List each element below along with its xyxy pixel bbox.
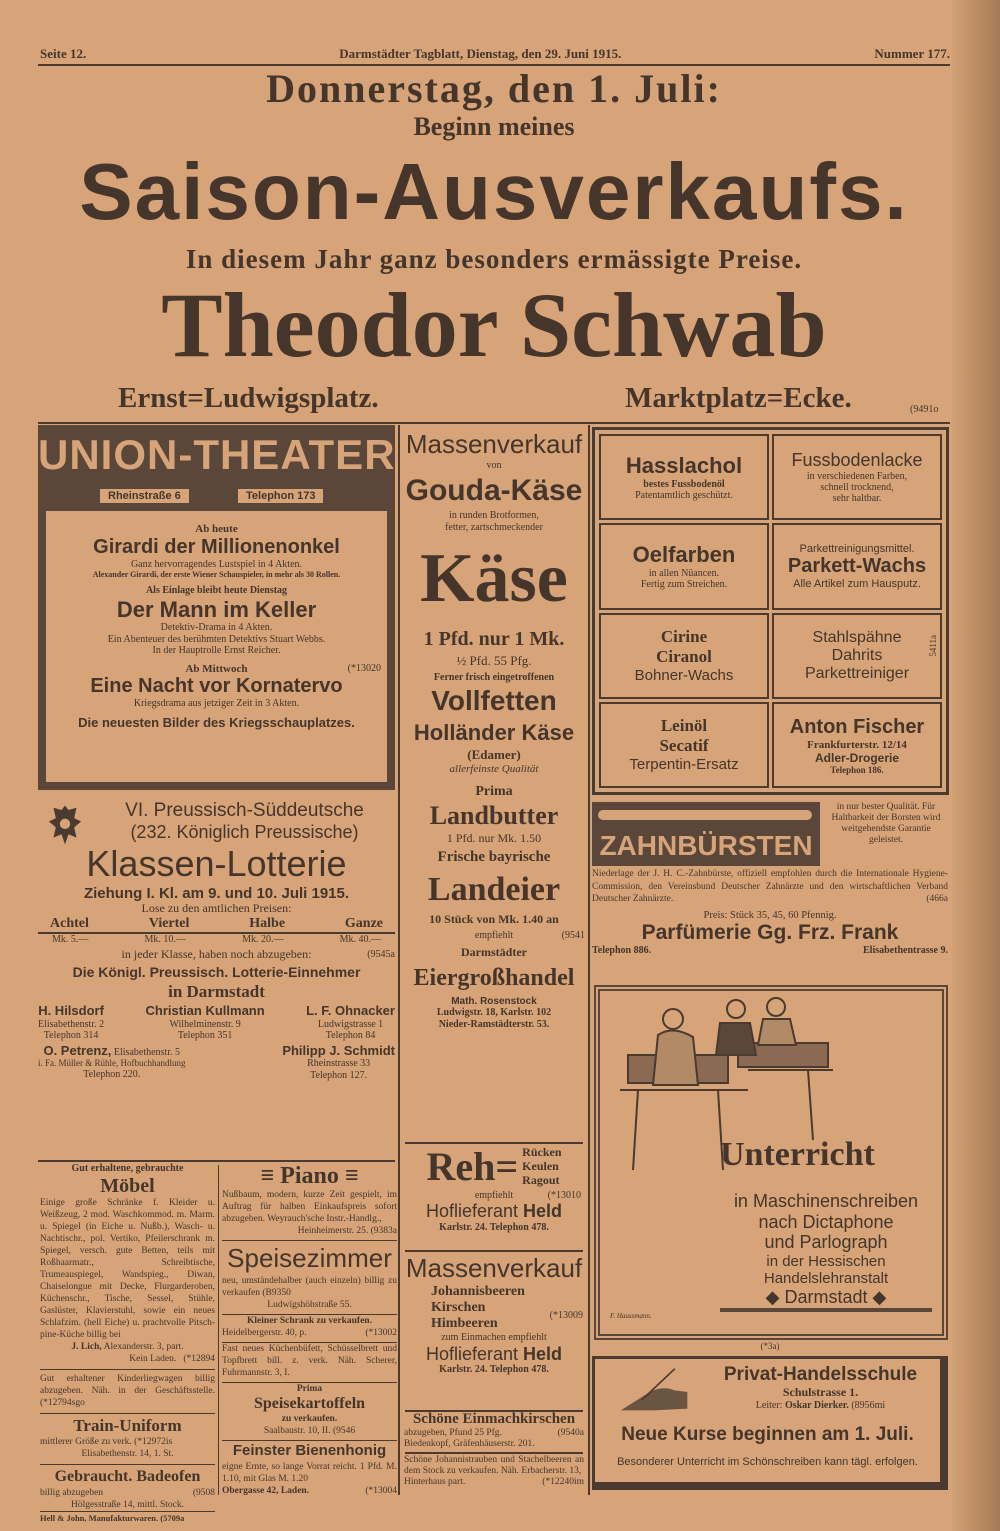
text-line: Karlstr. 24. Telephon 478. bbox=[439, 1222, 549, 1233]
agent bbox=[306, 1004, 395, 1042]
lottery-city: in Darmstadt bbox=[168, 981, 265, 1001]
ad-company: Theodor Schwab bbox=[161, 273, 827, 376]
text-line: Secatif bbox=[659, 736, 709, 756]
text-line: Fussbodenlacke bbox=[791, 450, 923, 471]
text-line: ½ Pfd. 55 Pfg. bbox=[456, 652, 532, 668]
price-label: Ganze bbox=[344, 915, 383, 931]
text-line: Heinheimerstr. 25. bbox=[297, 1226, 369, 1236]
text-line: Besonderer Unterricht im Schönschreiben kann tägl. erfolgen. bbox=[617, 1456, 918, 1468]
text-line: Obergasse 42, Laden. bbox=[222, 1486, 310, 1496]
agent bbox=[38, 1004, 104, 1042]
text-line: Math. Rosenstock bbox=[451, 995, 537, 1007]
text-line: empfiehlt bbox=[474, 1190, 514, 1201]
drogerie-ad-grid bbox=[592, 427, 949, 795]
text-line: Hell & John, Manufakturwaren. (5709a bbox=[40, 1511, 215, 1524]
text-line: Vollfetten bbox=[431, 684, 557, 716]
text-line: Telephon 127. bbox=[310, 1069, 368, 1081]
moebel-ad bbox=[40, 1163, 215, 1365]
text-line: Gut erhaltene, gebrauchte bbox=[71, 1163, 184, 1174]
text-line: billig abzugeben bbox=[40, 1488, 104, 1498]
text-line: Patentamtlich geschützt. bbox=[635, 490, 733, 502]
page-header bbox=[40, 46, 950, 62]
program-line: Ein Abenteuer des berühmten Detektivs Stuart Webbs. bbox=[107, 633, 326, 645]
text-line: Telephon 886. bbox=[592, 944, 652, 956]
text-line: i. Fa. Müller & Rühle, Hofbuchhandlung bbox=[38, 1058, 186, 1069]
text-line: Telephon 186. bbox=[830, 764, 884, 775]
text-line: Ciranol bbox=[656, 647, 712, 667]
text-line: (*12894 bbox=[183, 1354, 215, 1364]
text-line: fetter, zartschmeckender bbox=[445, 521, 543, 533]
theater-phone: Telephon 173 bbox=[238, 489, 323, 503]
page-number: Seite 12. bbox=[40, 46, 87, 61]
text-line: Parkett-Wachs bbox=[787, 554, 927, 577]
ad-code: (9491o bbox=[910, 404, 939, 415]
text-line: Frankfurterstr. 12/14 bbox=[807, 738, 907, 751]
text-line: von bbox=[486, 460, 502, 471]
cheese-ad bbox=[401, 428, 587, 1030]
text-line: zu verkaufen. bbox=[281, 1414, 338, 1424]
ad-address-left: Ernst=Ludwigsplatz. bbox=[118, 382, 379, 414]
program-line: Ab heute bbox=[195, 523, 238, 535]
uniform-ad bbox=[40, 1413, 215, 1460]
text-line: Elisabethenstr. 2 bbox=[38, 1018, 105, 1030]
program-title: Der Mann im Keller bbox=[116, 596, 317, 622]
unterricht-text: in Maschinenschreiben nach Dictaphone und Parlograph in der Hessischen Handelslehranstalt ◆ Darmstadt ◆ bbox=[720, 1191, 932, 1312]
divider bbox=[218, 1165, 219, 1495]
badeofen-ad bbox=[40, 1464, 215, 1524]
grid-cell-stahlspaehne bbox=[772, 613, 942, 699]
program-title: Eine Nacht vor Kornatervo bbox=[90, 675, 343, 698]
lottery-agents-title: Die Königl. Preussisch. Lotterie-Einnehmer bbox=[72, 963, 361, 980]
text-line: Cirine bbox=[660, 627, 708, 647]
text-line: Fertig zum Streichen. bbox=[640, 579, 728, 591]
text-line: Kleiner Schrank zu verkaufen. bbox=[247, 1316, 372, 1326]
text-line: Darmstädter bbox=[461, 944, 527, 959]
program-line: In der Hauptrolle Ernst Reicher. bbox=[152, 645, 281, 657]
text-line: Ludwigstr. 18, Karlstr. 102 bbox=[436, 1007, 552, 1019]
grid-cell-leinoel bbox=[599, 702, 769, 788]
text-line: in Maschinenschreiben bbox=[733, 1191, 919, 1211]
grid-cell-anton-fischer bbox=[772, 702, 942, 788]
agent bbox=[282, 1044, 395, 1082]
text-line: Leiter: bbox=[755, 1399, 783, 1411]
text-line: (9383a bbox=[370, 1226, 397, 1236]
text-line: in nur bester Qualität. Für Haltbarkeit der Borsten wird weitgehendste Garantie geleistet. bbox=[831, 802, 941, 845]
text-line: Telephon 84 bbox=[325, 1030, 376, 1042]
text-line: in der Hessischen bbox=[766, 1253, 886, 1271]
program-line: Ganz hervorragendes Lustspiel in 4 Akten. bbox=[130, 558, 303, 570]
price-label: Viertel bbox=[148, 915, 190, 931]
text-line: 1 Pfd. nur 1 Mk. bbox=[423, 627, 565, 650]
text-line: Terpentin-Ersatz bbox=[629, 756, 739, 774]
text-line: Wilhelminenstr. 9 bbox=[169, 1018, 241, 1030]
lottery-price-labels bbox=[38, 916, 395, 934]
moebel-title: Möbel bbox=[100, 1175, 155, 1197]
kirschen-ad bbox=[404, 1411, 584, 1450]
text-line: 1 Pfd. nur Mk. 1.50 bbox=[446, 830, 542, 845]
text-line: Elisabethenstr. 5 bbox=[113, 1046, 180, 1058]
text-line: in allen Nüancen. bbox=[648, 568, 720, 580]
text-line: Nußbaum, modern, kurze Zeit gespielt, im Auftrag für halben Einkaufspreis sofort abzugeben. Weyrauch'sche Instr.-Handlg., bbox=[222, 1190, 397, 1224]
text-line: Hölgesstraße 14, mittl. Stock. bbox=[71, 1500, 184, 1510]
text-line: Feinster Bienenhonig bbox=[232, 1442, 387, 1459]
text-line: Rheinstrasse 33 bbox=[307, 1058, 371, 1070]
text-line: Alle Artikel zum Hausputz. bbox=[793, 577, 921, 590]
text-line: Heidelbergerstr. 40, p. bbox=[222, 1328, 307, 1338]
lottery-prices-intro: Lose zu den amtlichen Preisen: bbox=[141, 900, 292, 915]
text-line: Ludwigstrasse 1 bbox=[317, 1018, 384, 1030]
lottery-draw-date: Ziehung I. Kl. am 9. und 10. Juli 1915. bbox=[83, 884, 350, 902]
text-line: O. Petrenz, bbox=[43, 1042, 112, 1058]
text-line: (*13002 bbox=[365, 1328, 397, 1338]
text-line: Speisezimmer bbox=[227, 1243, 392, 1273]
text-line: Bohner-Wachs bbox=[634, 667, 734, 685]
text-line: neu, umständehalber (auch einzeln) billig zu verkaufen bbox=[222, 1276, 397, 1298]
text-line: Schöne Johannistrauben und Stachelbeeren an dem Stock zu verkaufen. Näh. Erbacherstr. 13, bbox=[404, 1455, 584, 1476]
trauben-ad bbox=[404, 1455, 584, 1488]
text-line: Parkettreiniger bbox=[804, 664, 910, 682]
text-line: Parkettreinigungsmittel. bbox=[799, 542, 915, 555]
handelsschule-ad bbox=[592, 1356, 948, 1490]
text-line: Schulstrasse 1. bbox=[782, 1385, 859, 1399]
text-line: Adler-Drogerie bbox=[814, 750, 900, 765]
text-line: (9540a bbox=[557, 1428, 584, 1438]
program-line: Ab Mittwoch bbox=[185, 662, 248, 675]
writing-hand-icon bbox=[609, 1367, 699, 1417]
program-line: Kriegsdrama aus jetziger Zeit in 3 Akten. bbox=[133, 698, 300, 710]
program-title: Girardi der Millionenonkel bbox=[93, 535, 340, 558]
artist-signature: F. Haussmann. bbox=[610, 1312, 652, 1320]
grid-cell-cirine bbox=[599, 613, 769, 699]
text-line: (*12972is bbox=[134, 1437, 173, 1447]
reh-ad bbox=[401, 1144, 587, 1233]
text-line: 10 Stück von Mk. 1.40 an bbox=[429, 911, 559, 926]
text-line: Dahrits bbox=[831, 646, 883, 664]
text-line: Keulen bbox=[522, 1159, 559, 1174]
text-line: Christian Kullmann bbox=[145, 1002, 265, 1018]
schwab-ad bbox=[38, 66, 950, 375]
text-line: L. F. Ohnacker bbox=[306, 1002, 395, 1018]
kuechenbuefett-ad: Fast neues Küchenbüfett, Schüsselbrett und Topfbrett bill. z. verk. Näh. Scherer, Fuhrmannstr. 3, I. bbox=[222, 1344, 397, 1378]
text-line: nach Dictaphone bbox=[758, 1211, 894, 1232]
text-line: (*13010 bbox=[547, 1190, 581, 1201]
text-line: Elisabethentrasse 9. bbox=[863, 944, 948, 956]
masthead: Darmstädter Tagblatt, Dienstag, den 29. Juni 1915. bbox=[339, 46, 622, 61]
text-line: Held bbox=[523, 1343, 563, 1364]
text-line: abzugeben, Pfund 25 Pfg. bbox=[404, 1428, 502, 1438]
text-line: Biedenkopf, Gräfenhäuserstr. 201. bbox=[404, 1439, 535, 1449]
column-rule bbox=[398, 425, 400, 1495]
text-line: Prima bbox=[475, 783, 513, 799]
text-line: mittlerer Größe zu verk. bbox=[40, 1437, 132, 1447]
price-label: Halbe bbox=[249, 915, 286, 931]
text-line: Niederlage der J. H. C.-Zahnbürste, offiziell empfohlen durch die Internationale Hygiene-Commission, den Vereinsbund Deutscher Zahnärzte und den wirtschaftlichen Verband Deutscher Zahnärzte. bbox=[592, 869, 948, 904]
kartoffel-ad bbox=[222, 1382, 397, 1437]
text-line: Gebraucht. Badeofen bbox=[54, 1468, 201, 1485]
divider bbox=[38, 422, 950, 424]
text-line: Oskar Dierker. bbox=[784, 1399, 849, 1411]
text-line: Kirschen bbox=[431, 1300, 486, 1316]
text-line: Johannisbeeren bbox=[431, 1284, 525, 1299]
text-line: Privat-Handelsschule bbox=[723, 1364, 918, 1385]
text-line: zum Einmachen empfiehlt bbox=[441, 1332, 547, 1344]
program-code: (*13020 bbox=[347, 662, 381, 674]
text-line: ZAHNBÜRSTEN bbox=[599, 830, 813, 861]
text-line: Hoflieferant bbox=[425, 1201, 519, 1221]
text-line: (466a bbox=[926, 894, 948, 904]
text-line: Prima bbox=[296, 1384, 323, 1394]
text-line: Nieder-Ramstädterstr. 53. bbox=[438, 1018, 550, 1030]
piano-ad: ≡ Piano ≡ Nußbaum, modern, kurze Zeit gespielt, im Auftrag für halben Einkaufspreis sofort abzugeben. Weyrauch'sche Instr.-Handlg., Heinheimerstr. 25. (9383a bbox=[222, 1163, 397, 1236]
program-line: Alexander Girardi, der erste Wiener Schauspieler, in mehr als 30 Rollen. bbox=[92, 570, 341, 580]
text-line: eigne Ernte, so lange Vorrat reicht. 1 Pfd. M. 1.10, mit Glas M. 1.20 bbox=[222, 1462, 397, 1484]
lottery-note: in jeder Klasse, haben noch abzugeben: bbox=[121, 946, 312, 961]
unterricht-code: (*3a) bbox=[760, 1341, 780, 1351]
text-line: Oelfarben bbox=[632, 542, 736, 568]
text-line: Alexanderstr. 3, part. bbox=[103, 1342, 184, 1352]
small-ads-left bbox=[40, 1163, 215, 1524]
lottery-code: (9545a bbox=[367, 948, 395, 960]
theater-title: UNION-THEATER bbox=[38, 431, 396, 478]
text-line: Frische bayrische bbox=[437, 849, 551, 866]
text-line: Hasslachol bbox=[625, 453, 743, 479]
price-value: Mk. 20.— bbox=[242, 933, 284, 945]
text-line: Held bbox=[523, 1201, 563, 1221]
text-line: Piano bbox=[280, 1163, 339, 1189]
text-line: in runden Brotformen, bbox=[449, 509, 539, 521]
text-line: Landeier bbox=[427, 870, 561, 908]
text-line: Ferner frisch eingetroffenen bbox=[433, 672, 555, 684]
text-line: (9508 bbox=[192, 1488, 215, 1498]
text-line: Darmstadt bbox=[784, 1287, 868, 1308]
text-line: (*12240im bbox=[542, 1477, 584, 1487]
text-line: Elisabethenstr. 14, 1. St. bbox=[81, 1449, 174, 1459]
program-line: Detektiv-Drama in 4 Akten. bbox=[160, 622, 273, 634]
text-line: Stahlspähne bbox=[812, 628, 902, 646]
massenverkauf-fruit-ad bbox=[401, 1252, 587, 1376]
grid-cell-hasslachol bbox=[599, 434, 769, 520]
text-line: Gouda-Käse bbox=[405, 473, 583, 507]
toothbrush-icon bbox=[598, 810, 812, 820]
price-label: Achtel bbox=[50, 915, 89, 931]
lottery-ad bbox=[38, 800, 395, 1160]
text-line: und Parlograph bbox=[764, 1232, 888, 1253]
small-ads-mid bbox=[222, 1163, 397, 1497]
text-line: Holländer Käse bbox=[413, 719, 575, 745]
text-line: bestes Fussbodenöl bbox=[643, 479, 725, 491]
grid-cell-parkett-wachs bbox=[772, 523, 942, 609]
text-line: Einige große Schränke f. Kleider u. Weißzeug, 2 mod. Waschkommod. m. Marm. u. Spiegel (in Eiche u. Nußb.), Wasch- u. Nachtischr., pol. Vertiko, Pfeilerschrank m. Spiegel, versch. gute Betten, teils mit Roßhaarmatr., Schreibtische, Trumeauspiegel, Wandspieg., Diwan, Chaiselongue mit Decke, Flurgarderoben, Küchenschr., Tische, Sessel, Stühle, Gaslüster, Klavierstuhl, sowie ein neues Schlafzim. (hell Eiche) u. prachtvolle Pitsch-pine-Küche billig bei bbox=[40, 1198, 215, 1340]
zahnbuersten-ad bbox=[592, 802, 948, 956]
eagle-emblem-icon bbox=[42, 802, 88, 848]
text-line: Karlstr. 24. Telephon 478. bbox=[439, 1364, 549, 1376]
text-line: Ludwigshöhstraße 55. bbox=[267, 1300, 352, 1310]
text-line: (Edamer) bbox=[467, 746, 521, 762]
text-line: Hoflieferant bbox=[425, 1343, 519, 1364]
program-line: Als Einlage bleibt heute Dienstag bbox=[145, 585, 288, 597]
price-value: Mk. 40.— bbox=[339, 933, 381, 945]
lottery-agents bbox=[38, 1004, 395, 1042]
price-value: Mk. 10.— bbox=[144, 933, 186, 945]
text-line: Gut erhaltener Kinderliegwagen billig abzugeben. Näh. in der Geschäftsstelle. bbox=[40, 1374, 215, 1396]
unterricht-title: Unterricht bbox=[720, 1136, 875, 1173]
text-line: (8956mi bbox=[851, 1399, 886, 1411]
grid-code: 5411a bbox=[928, 634, 938, 657]
grid-cell-fussbodenlacke bbox=[772, 434, 942, 520]
column-rule bbox=[588, 425, 590, 1495]
price-value: Mk. 5.— bbox=[52, 933, 89, 945]
text-line: empfiehlt bbox=[474, 930, 514, 942]
agent bbox=[38, 1044, 185, 1082]
schrank-ad bbox=[222, 1314, 397, 1339]
toothbrush-logo bbox=[592, 802, 820, 866]
text-line: Anton Fischer bbox=[789, 715, 925, 738]
text-line: (*13004 bbox=[365, 1486, 397, 1496]
agent bbox=[146, 1004, 265, 1042]
text-line: Preis: Stück 35, 45, 60 Pfennig. bbox=[703, 909, 837, 921]
ad-address-right: Marktplatz=Ecke. bbox=[625, 382, 852, 414]
unterricht-ad bbox=[594, 985, 948, 1340]
text-line: (*13009 bbox=[549, 1310, 583, 1321]
text-line: sehr haltbar. bbox=[832, 493, 882, 505]
text-line: J. Lich, bbox=[71, 1342, 102, 1352]
text-line: H. Hilsdorf bbox=[38, 1002, 104, 1018]
text-line: (*12794sgo bbox=[40, 1398, 85, 1408]
text-line: Massenverkauf bbox=[405, 1253, 583, 1283]
divider bbox=[405, 1452, 583, 1454]
issue-number: Nummer 177. bbox=[874, 46, 950, 61]
divider bbox=[38, 1160, 395, 1162]
text-line: Eiergroßhandel bbox=[413, 964, 575, 991]
text-line: Himbeeren bbox=[431, 1316, 498, 1332]
text-line: Hinterhaus part. bbox=[404, 1477, 466, 1487]
text-line: schnell trocknend, bbox=[820, 482, 894, 494]
text-line: Saalbaustr. 10, II. bbox=[263, 1426, 331, 1436]
text-line: Parfümerie Gg. Frz. Frank bbox=[641, 920, 899, 944]
honig-ad bbox=[222, 1440, 397, 1497]
lottery-agents-2 bbox=[38, 1044, 395, 1082]
theater-program bbox=[46, 511, 387, 782]
lottery-line-1: VI. Preussisch-Süddeutsche bbox=[125, 800, 364, 821]
page-edge bbox=[952, 0, 1000, 1531]
text-line: Landbutter bbox=[429, 800, 559, 830]
text-line: Leinöl bbox=[660, 716, 708, 736]
text-line: Telephon 314 bbox=[43, 1030, 99, 1042]
text-line: Kein Laden. bbox=[129, 1354, 177, 1364]
lottery-title: Klassen-Lotterie bbox=[86, 842, 347, 884]
program-title: Die neuesten Bilder des Kriegsschauplatzes. bbox=[78, 714, 355, 730]
text-line: in verschiedenen Farben, bbox=[806, 471, 908, 483]
text-line: Schöne Einmachkirschen bbox=[412, 1411, 576, 1427]
theater-street: Rheinstraße 6 bbox=[100, 489, 189, 503]
text-line: allerfeinste Qualität bbox=[449, 762, 539, 775]
ad-headline: Saison-Ausverkaufs. bbox=[79, 146, 909, 236]
text-line: (B9350 bbox=[262, 1288, 291, 1298]
ad-begin: Beginn meines bbox=[413, 112, 575, 141]
text-line: (9541 bbox=[561, 930, 585, 942]
text-line: Speisekartoffeln bbox=[253, 1395, 366, 1412]
text-line: Train-Uniform bbox=[73, 1416, 182, 1435]
handelsschule-headline: Neue Kurse beginnen am 1. Juli. bbox=[621, 1424, 914, 1445]
text-line: Massenverkauf bbox=[405, 429, 583, 459]
text-line: Handelslehranstalt bbox=[763, 1270, 889, 1288]
grid-cell-oelfarben bbox=[599, 523, 769, 609]
ad-subline: In diesem Jahr ganz besonders ermässigte Preise. bbox=[185, 243, 803, 274]
text-line: Rücken bbox=[522, 1145, 562, 1160]
reh-title: Reh= bbox=[426, 1144, 519, 1189]
union-theater-ad bbox=[38, 425, 395, 790]
text-line: (9546 bbox=[332, 1426, 356, 1436]
text-line: Telephon 351 bbox=[177, 1030, 233, 1042]
kinderwagen-ad bbox=[40, 1369, 215, 1409]
ad-date: Donnerstag, den 1. Juli: bbox=[266, 66, 722, 111]
text-line: Philipp J. Schmidt bbox=[282, 1042, 395, 1058]
text-line: Telephon 220. bbox=[83, 1068, 141, 1080]
cheese-title: Käse bbox=[420, 539, 568, 617]
lottery-line-2: (232. Königlich Preussische) bbox=[130, 821, 359, 842]
lottery-price-values bbox=[38, 934, 395, 945]
text-line: Ragout bbox=[522, 1172, 560, 1187]
speisezimmer-ad bbox=[222, 1240, 397, 1311]
